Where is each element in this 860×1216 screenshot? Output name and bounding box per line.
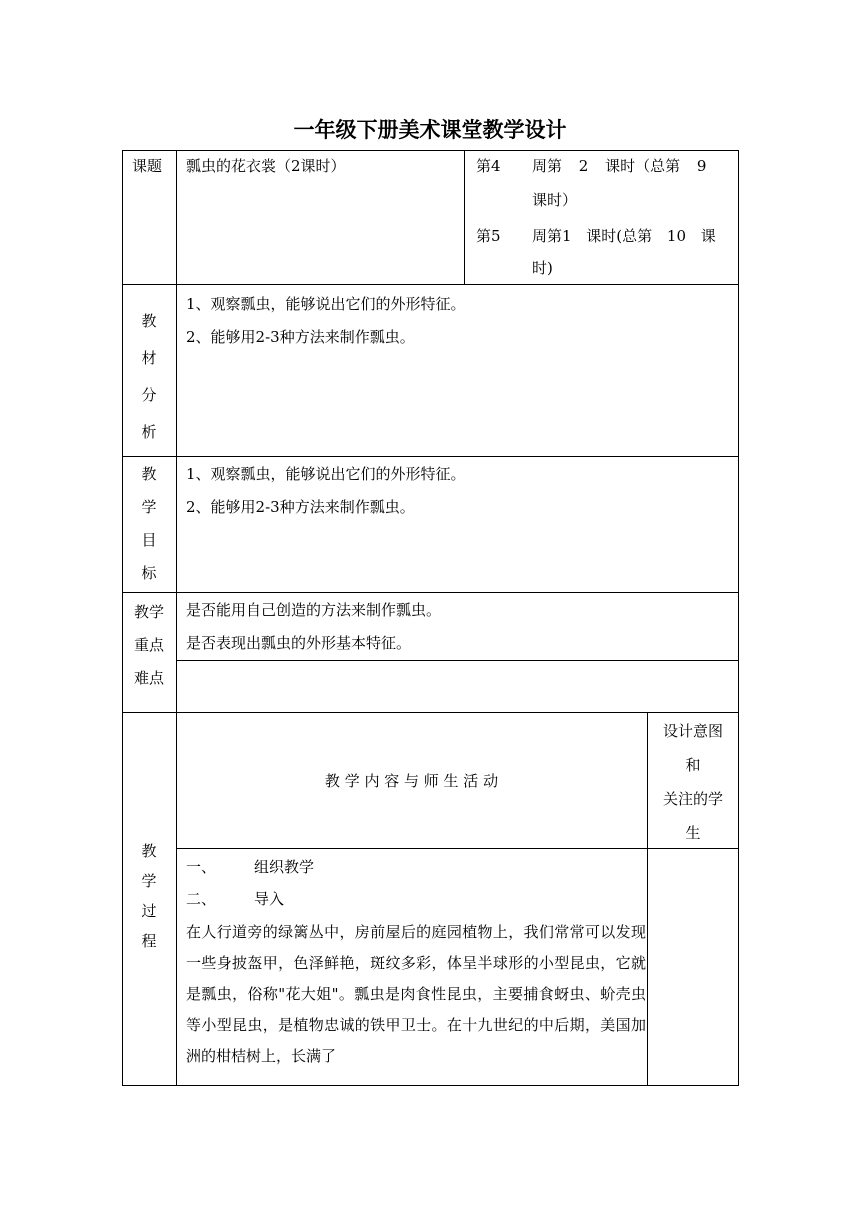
material-item-2: 2、能够用2-3种方法来制作瓢虫。 bbox=[186, 328, 415, 346]
step-1-number: 一、 bbox=[186, 858, 217, 876]
page-title: 一年级下册美术课堂教学设计 bbox=[293, 118, 567, 142]
row-divider bbox=[122, 592, 739, 593]
label-column-divider bbox=[176, 150, 177, 1086]
design-intent-header: 设计意图 和 关注的学 生 bbox=[662, 722, 723, 842]
schedule-line-1b: 课时） bbox=[532, 191, 578, 209]
process-label: 教 学 过 程 bbox=[141, 842, 157, 950]
content-activity-header: 教 学 内 容 与 师 生 活 动 bbox=[324, 772, 499, 790]
schedule-line-2b: 时) bbox=[532, 259, 553, 277]
goals-item-1: 1、观察瓢虫，能够说出它们的外形特征。 bbox=[186, 465, 466, 483]
schedule-line-2a: 周第1 课时(总第 10 课 bbox=[532, 227, 716, 245]
table-border-top bbox=[122, 150, 739, 151]
row-divider bbox=[176, 660, 739, 661]
material-item-1: 1、观察瓢虫，能够说出它们的外形特征。 bbox=[186, 295, 466, 313]
topic-value: 瓢虫的花衣裳（2课时） bbox=[186, 157, 346, 175]
step-1-text: 组织教学 bbox=[254, 858, 315, 876]
row-divider bbox=[122, 456, 739, 457]
topic-label: 课题 bbox=[132, 157, 163, 175]
goals-label: 教 学 目 标 bbox=[141, 465, 157, 582]
material-label: 教 材 分 析 bbox=[141, 312, 157, 441]
schedule-column-divider bbox=[464, 150, 465, 285]
intro-paragraph: 在人行道旁的绿篱丛中，房前屋后的庭园植物上，我们常常可以发现一些身披盔甲，色泽鲜艳，斑纹多彩，体呈半球形的小型昆虫，它就是瓢虫，俗称"花大姐"。瓢虫是肉食性昆虫，主要捕食蚜虫、蚧壳虫等小型昆虫，是植物忠诚的铁甲卫士。在十九世纪的中后期，美国加洲的柑桔树上，长满了 bbox=[186, 923, 646, 1065]
step-2-number: 二、 bbox=[186, 890, 217, 908]
row-divider bbox=[122, 284, 739, 285]
step-2-text: 导入 bbox=[254, 890, 285, 908]
table-border-right bbox=[738, 150, 739, 1086]
schedule-week-2: 第5 bbox=[476, 227, 501, 245]
schedule-week-1: 第4 bbox=[476, 157, 501, 175]
key-point-2: 是否表现出瓢虫的外形基本特征。 bbox=[186, 634, 412, 652]
goals-item-2: 2、能够用2-3种方法来制作瓢虫。 bbox=[186, 498, 415, 516]
key-points-label: 教学 重点 难点 bbox=[133, 603, 164, 687]
key-point-1: 是否能用自己创造的方法来制作瓢虫。 bbox=[186, 601, 442, 619]
schedule-line-1a: 周第 2 课时（总第 9 bbox=[532, 157, 707, 175]
